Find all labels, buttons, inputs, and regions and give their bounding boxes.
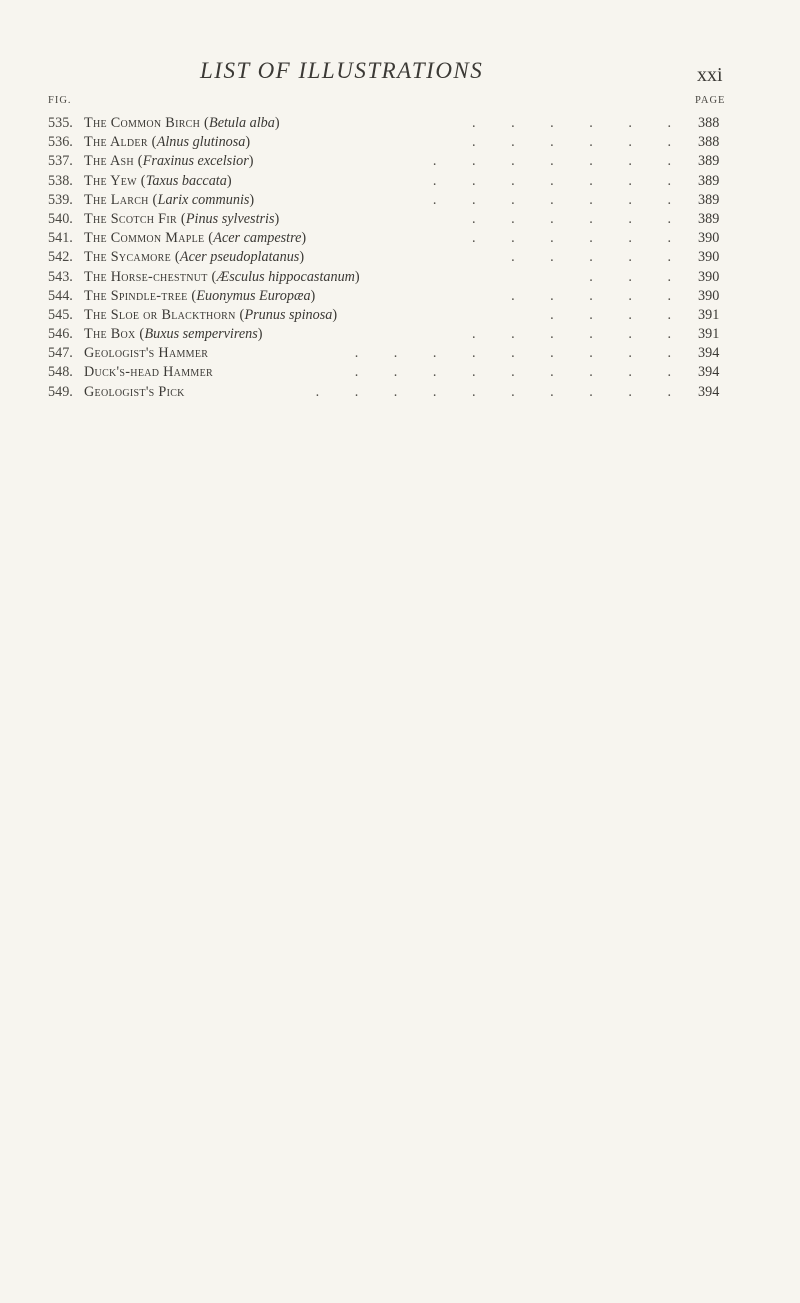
latin-name: Æsculus hippocastanum: [216, 268, 355, 285]
page-reference: 391: [698, 306, 720, 323]
illustration-list: [0, 114, 800, 402]
list-item: [0, 114, 800, 133]
list-item: [0, 248, 800, 267]
illustration-title: The Sycamore (Acer pseudoplatanus): [84, 249, 305, 266]
dot-leader: . . . . .: [511, 287, 687, 304]
illustration-title: [84, 344, 208, 363]
fig-number: 548.: [48, 364, 73, 381]
fig-number: 539.: [48, 191, 73, 208]
illustration-title: The Common Birch (Betula alba): [84, 115, 280, 131]
dot-leader: . . . . . .: [471, 210, 687, 227]
fig-column-heading: FIG.: [48, 95, 72, 106]
common-name: The Horse-chestnut: [84, 268, 208, 285]
fig-number: 544.: [48, 287, 73, 304]
page-reference: 394: [698, 383, 720, 400]
fig-number: 540.: [48, 210, 73, 227]
list-item: [0, 268, 800, 287]
list-item: [0, 325, 800, 344]
common-name: The Common Birch: [84, 115, 201, 131]
dot-leader: . . . . . . . . .: [354, 345, 687, 362]
common-name: Duck's-head Hammer: [84, 364, 213, 381]
dot-leader: . . . . . . .: [432, 172, 687, 189]
illustration-title: The Alder (Alnus glutinosa): [84, 134, 251, 151]
common-name: The Spindle-tree: [84, 287, 188, 304]
common-name: The Box: [84, 326, 136, 343]
dot-leader: . . . . . . . . . .: [315, 383, 687, 400]
illustration-title: The Common Maple (Acer campestre): [84, 230, 307, 247]
illustration-title: The Horse-chestnut (Æsculus hippocastanum): [84, 268, 360, 285]
illustration-title: [84, 363, 213, 382]
list-item: [0, 229, 800, 248]
dot-leader: . . . . . .: [471, 326, 687, 343]
dot-leader: . . . . . .: [471, 134, 687, 151]
list-item: [0, 287, 800, 306]
illustration-title: The Sloe or Blackthorn (Prunus spinosa): [84, 306, 338, 323]
latin-name: Larix communis: [157, 191, 250, 208]
common-name: The Yew: [84, 172, 137, 189]
latin-name: Betula alba: [209, 115, 275, 131]
page-reference: 394: [698, 364, 720, 381]
fig-number: 543.: [48, 268, 73, 285]
latin-name: Euonymus Europæa: [196, 287, 311, 304]
common-name: Geologist's Pick: [84, 383, 185, 400]
dot-leader: . . . . . .: [471, 230, 687, 247]
page-reference: 391: [698, 326, 720, 343]
fig-number: 536.: [48, 134, 73, 151]
fig-number: 535.: [48, 115, 73, 131]
fig-number: 547.: [48, 345, 73, 362]
latin-name: Taxus baccata: [145, 172, 227, 189]
page-reference: 389: [698, 172, 720, 189]
latin-name: Acer campestre: [213, 230, 302, 247]
illustration-title: The Scotch Fir (Pinus sylvestris): [84, 210, 280, 227]
list-item: [0, 210, 800, 229]
illustration-title: The Larch (Larix communis): [84, 191, 255, 208]
dot-leader: . . . .: [550, 306, 687, 323]
dot-leader: . . . . . . .: [432, 153, 687, 170]
page-header: [0, 58, 800, 88]
common-name: The Alder: [84, 134, 148, 151]
page-reference: 389: [698, 210, 720, 227]
page-number: xxi: [697, 64, 723, 86]
latin-name: Buxus sempervirens: [144, 326, 258, 343]
list-item: [0, 363, 800, 382]
list-item: [0, 383, 800, 402]
dot-leader: . . . . . .: [471, 115, 687, 131]
common-name: The Sloe or Blackthorn: [84, 306, 236, 323]
page-reference: 389: [698, 191, 720, 208]
common-name: The Ash: [84, 153, 134, 170]
list-item: [0, 191, 800, 210]
fig-number: 545.: [48, 306, 73, 323]
page-reference: 390: [698, 230, 720, 247]
common-name: The Larch: [84, 191, 149, 208]
page-column-heading: PAGE: [695, 95, 726, 106]
illustration-title: The Ash (Fraxinus excelsior): [84, 153, 254, 170]
list-item: [0, 172, 800, 191]
running-title: LIST OF ILLUSTRATIONS: [200, 58, 484, 83]
latin-name: Prunus spinosa: [244, 306, 333, 323]
latin-name: Alnus glutinosa: [156, 134, 246, 151]
latin-name: Acer pseudoplatanus: [179, 249, 300, 266]
illustration-title: [84, 383, 185, 402]
list-item: [0, 152, 800, 171]
fig-number: 537.: [48, 153, 73, 170]
common-name: The Common Maple: [84, 230, 205, 247]
list-item: [0, 306, 800, 325]
fig-number: 538.: [48, 172, 73, 189]
latin-name: Fraxinus excelsior: [142, 153, 249, 170]
common-name: The Scotch Fir: [84, 210, 177, 227]
fig-number: 546.: [48, 326, 73, 343]
illustration-title: The Box (Buxus sempervirens): [84, 326, 263, 343]
page-reference: 390: [698, 249, 720, 266]
list-item: [0, 344, 800, 363]
page-reference: 390: [698, 268, 720, 285]
page-reference: 394: [698, 345, 720, 362]
page-reference: 388: [698, 134, 720, 151]
dot-leader: . . . . . . . . .: [354, 364, 687, 381]
fig-number: 549.: [48, 383, 73, 400]
page-reference: 389: [698, 153, 720, 170]
dot-leader: . . . . . . .: [432, 191, 687, 208]
page-reference: 390: [698, 287, 720, 304]
dot-leader: . . . . .: [511, 249, 687, 266]
fig-number: 542.: [48, 249, 73, 266]
list-item: [0, 133, 800, 152]
common-name: Geologist's Hammer: [84, 345, 209, 362]
common-name: The Sycamore: [84, 249, 172, 266]
dot-leader: . . .: [589, 268, 687, 285]
illustration-title: The Yew (Taxus baccata): [84, 172, 232, 189]
illustration-title: The Spindle-tree (Euonymus Europæa): [84, 287, 316, 304]
latin-name: Pinus sylvestris: [185, 210, 275, 227]
page-reference: 388: [698, 115, 720, 131]
fig-number: 541.: [48, 230, 73, 247]
